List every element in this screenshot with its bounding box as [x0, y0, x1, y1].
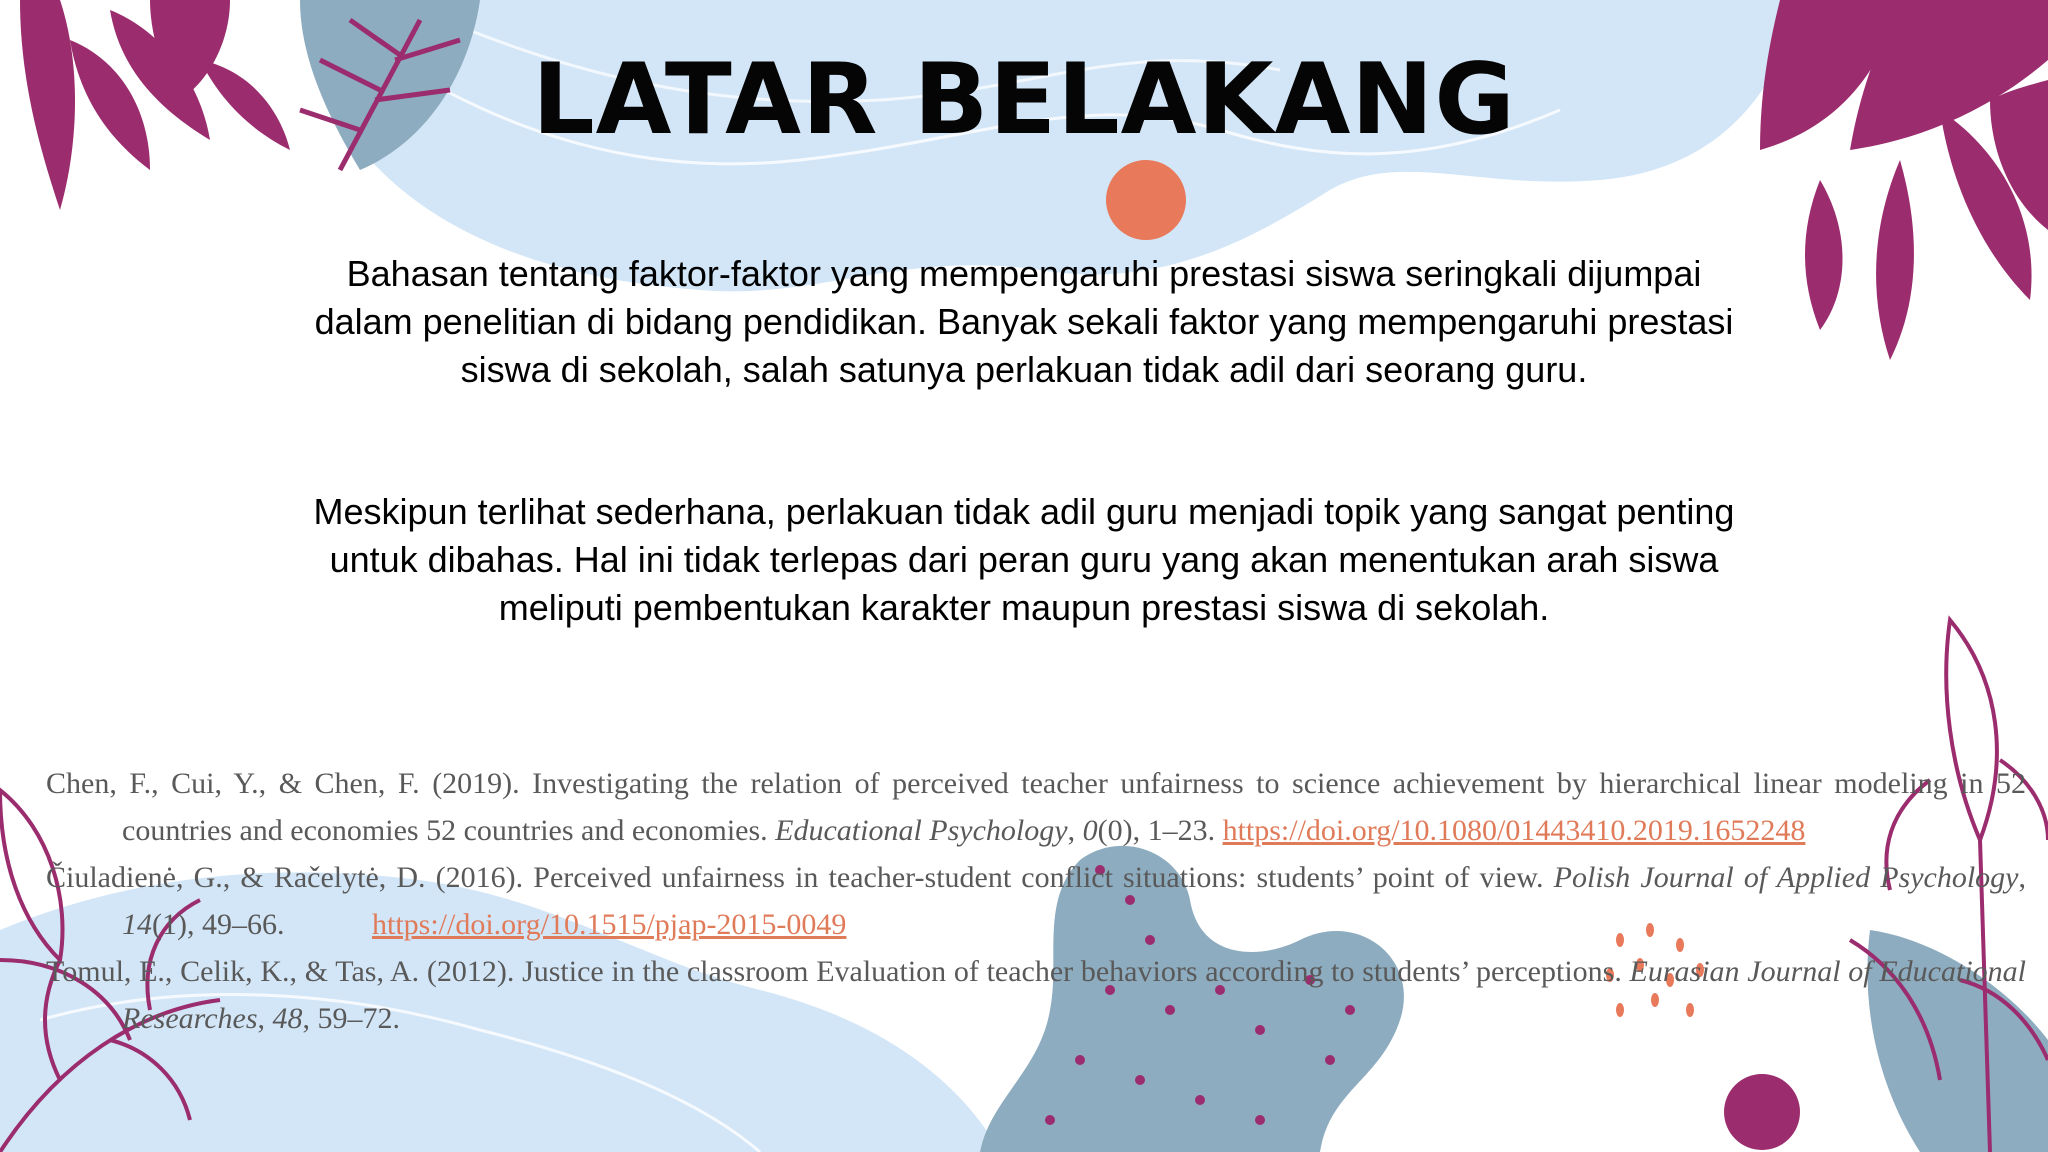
slide-title: LATAR BELAKANG: [532, 43, 1516, 157]
reference-volume: 14: [122, 908, 152, 941]
reference-separator: ,: [2018, 861, 2026, 894]
reference-journal: Polish Journal of Applied Psychology: [1553, 861, 2019, 894]
reference-doi-link[interactable]: https://doi.org/10.1515/pjap-2015-0049: [371, 908, 847, 941]
magenta-dot: [1724, 1074, 1800, 1150]
reference-text: Tomul, E., Celik, K., & Tas, A. (2012). Justice in the classroom Evaluation of teacher behaviors according to students’ perceptions.: [46, 955, 1630, 988]
reference-separator: ,: [1067, 814, 1083, 847]
reference-doi-link[interactable]: https://doi.org/10.1080/01443410.2019.1652248: [1222, 814, 1806, 847]
reference-text: Čiuladienė, G., & Račelytė, D. (2016). Perceived unfairness in teacher-student conflict situations: students’ point of view.: [46, 861, 1554, 894]
orange-dot: [1106, 160, 1186, 240]
reference-volume: 0: [1082, 814, 1098, 847]
reference-list: [46, 760, 2026, 1042]
reference-issue-pages: , 59–72.: [302, 1002, 400, 1035]
reference-text: Chen, F., Cui, Y., & Chen, F. (2019). Investigating the relation of perceived teacher unfairness to science achievement by hierarchical linear modeling in 52 countries and economies 52 countries and economies.: [46, 767, 2026, 847]
background-paragraph-2: Meskipun terlihat sederhana, perlakuan tidak adil guru menjadi topik yang sangat penting untuk dibahas. Hal ini tidak terlepas dari peran guru yang akan menentukan arah siswa meliputi pembentukan karakter maupun prestasi siswa di sekolah.: [313, 491, 1735, 628]
reference-separator: ,: [257, 1002, 273, 1035]
reference-journal: Eurasian Journal of Educational Researches: [122, 955, 2026, 1035]
reference-journal: Educational Psychology: [775, 814, 1068, 847]
reference-issue-pages: (1), 49–66.: [152, 908, 292, 941]
background-paragraph-1: Bahasan tentang faktor-faktor yang mempengaruhi prestasi siswa seringkali dijumpai dalam penelitian di bidang pendidikan. Banyak sekali faktor yang mempengaruhi prestasi siswa di sekolah, salah satunya perlakuan tidak adil dari seorang guru.: [314, 253, 1734, 390]
reference-issue-pages: (0), 1–23.: [1097, 814, 1223, 847]
reference-item: [46, 854, 2026, 948]
reference-item: [46, 760, 2026, 854]
reference-item: [46, 948, 2026, 1042]
reference-volume: 48: [272, 1002, 303, 1035]
